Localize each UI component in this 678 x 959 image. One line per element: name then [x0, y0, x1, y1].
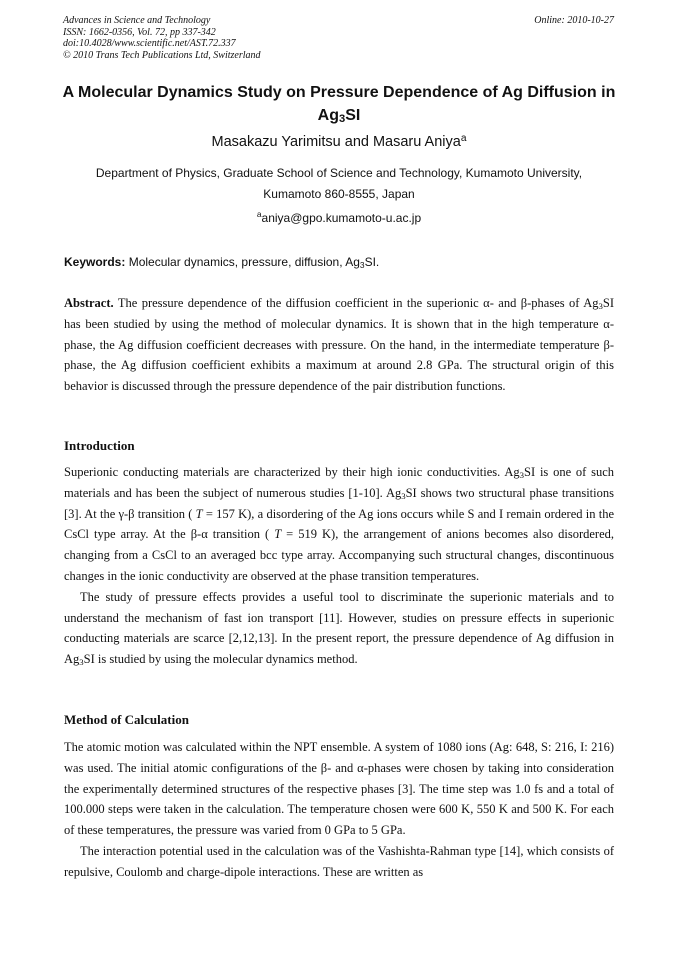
email	[0, 211, 678, 225]
keywords-label: Keywords:	[64, 255, 126, 269]
affiliation: Department of Physics, Graduate School of Science and Technology, Kumamoto University, Kumamoto 860-8555, Japan	[95, 166, 583, 201]
issn-line: ISSN: 1662-0356, Vol. 72, pp 337-342	[63, 26, 216, 38]
abstract-subscript: 3	[598, 301, 603, 311]
paper-title	[50, 81, 628, 127]
method-paragraph-1: The atomic motion was calculated within the NPT ensemble. A system of 1080 ions (Ag: 648, S: 216, I: 216) was used. The initial atomic configurations of the β- and α-phases were chosen by taking into consideration the experimentally determined structures of the respective phases [3]. The time step was 1.0 fs and a total of 100.000 steps were taken in the calculation. The temperature chosen were 600 K, 550 K and 500 K. For each of these temperatures, the pressure was varied from 0 GPa to 5 GPa.	[64, 740, 614, 838]
abstract-text: The pressure dependence of the diffusion coefficient in the superionic α- and β-phases of Ag	[113, 296, 599, 310]
keywords-text-end: SI.	[364, 255, 380, 269]
introduction-body	[64, 462, 614, 670]
intro-paragraph-1	[64, 462, 614, 587]
doi-line: doi:10.4028/www.scientific.net/AST.72.337	[63, 38, 236, 49]
abstract	[64, 293, 614, 397]
introduction-heading: Introduction	[64, 438, 135, 453]
keywords-text: Molecular dynamics, pressure, diffusion, Ag	[125, 255, 360, 269]
intro-subscript-3: 3	[79, 657, 84, 668]
intro-text-e: = 519 K), the arrangement of anions becomes also disordered, changing from a CsCl to an averaged bcc type array. Accompanying such structural changes, discontinuous changes in the ionic conductivity are observed at the phase transition temperatures.	[64, 527, 614, 583]
email-superscript: a	[256, 209, 262, 219]
method-heading: Method of Calculation	[64, 712, 189, 727]
title-subscript: 3	[338, 113, 346, 125]
keywords	[64, 255, 379, 269]
temperature-symbol-2: T	[274, 527, 282, 542]
email-address: aniya@gpo.kumamoto-u.ac.jp	[261, 211, 422, 225]
intro-p2-text-a: The study of pressure effects provides a useful tool to discriminate the superionic materials and to understand the mechanism of fast ion transport [11]. However, studies on pressure effects in superionic conducting materials are scarce [2,12,13]. In the present report, the pressure dependence of Ag diffusion in Ag	[64, 589, 614, 667]
title-end: SI	[345, 107, 361, 124]
intro-text-c: SI shows two structural phase transitions [3]. At the γ-β transition (	[64, 485, 614, 521]
journal-name: Advances in Science and Technology	[63, 15, 211, 26]
intro-paragraph-2	[64, 587, 614, 670]
temperature-symbol-1: T	[195, 506, 203, 521]
method-body	[64, 737, 614, 883]
journal-header	[63, 15, 261, 61]
copyright-line: © 2010 Trans Tech Publications Ltd, Switzerland	[63, 49, 261, 61]
authors	[0, 134, 678, 150]
intro-subscript-1: 3	[519, 470, 525, 480]
abstract-label: Abstract.	[64, 296, 114, 310]
online-date: Online: 2010-10-27	[534, 15, 614, 26]
author-superscript: a	[460, 133, 467, 144]
title-text: A Molecular Dynamics Study on Pressure Dependence of Ag Diffusion in Ag	[62, 84, 616, 124]
keywords-subscript: 3	[359, 260, 365, 270]
intro-text-d: = 157 K), a disordering of the Ag ions occurs while S and I remain ordered in the CsCl type array. At the β-α transition (	[64, 506, 614, 542]
intro-text-b: SI is one of such materials and has been the subject of numerous studies [1-10]. Ag	[64, 465, 615, 500]
intro-p2-text-b: SI is studied by using the molecular dynamics method.	[83, 652, 358, 667]
author-names: Masakazu Yarimitsu and Masaru Aniya	[211, 134, 461, 150]
intro-subscript-2: 3	[401, 490, 406, 501]
abstract-text-cont: SI has been studied by using the method of molecular dynamics. It is shown that in the high temperature α-phase, the Ag diffusion coefficient decreases with pressure. On the hand, in the intermediate temperature β-phase, the Ag diffusion coefficient exhibits a maximum at around 2.8 GPa. The structural origin of this behavior is discussed through the pressure dependence of the pair distribution functions.	[64, 296, 614, 394]
method-paragraph-2: The interaction potential used in the calculation was of the Vashishta-Rahman type [14], which consists of repulsive, Coulomb and charge-dipole interactions. These are written as	[64, 843, 614, 879]
intro-text-a: Superionic conducting materials are characterized by their high ionic conductivities. Ag	[64, 465, 520, 479]
